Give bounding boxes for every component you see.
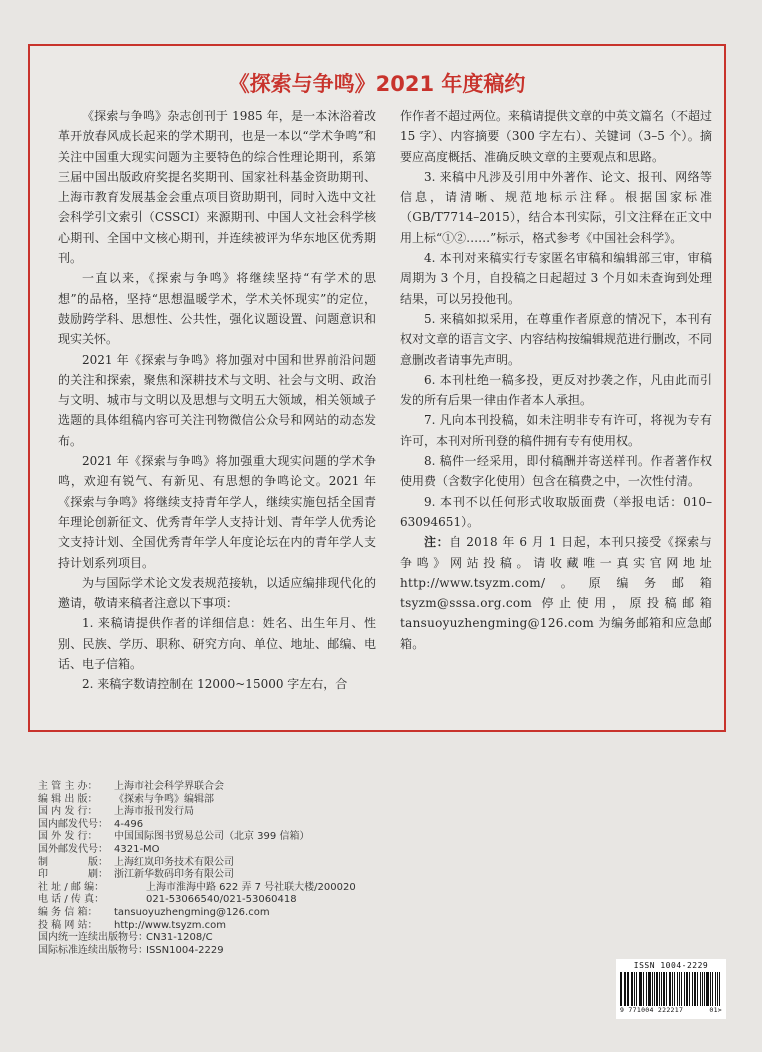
- barcode-bar: [654, 972, 655, 1006]
- info-row: [38, 920, 356, 933]
- barcode-bar: [669, 972, 671, 1006]
- barcode-bar: [692, 972, 693, 1006]
- info-row: [38, 857, 356, 870]
- info-row: [38, 831, 356, 844]
- info-label: 主 管 主 办：: [38, 781, 98, 792]
- info-row: [38, 819, 356, 832]
- call-for-papers-box: [28, 44, 726, 732]
- barcode-bar: [706, 972, 708, 1006]
- barcode-bar: [674, 972, 675, 1006]
- barcode-bar: [686, 972, 688, 1006]
- barcode-bar: [627, 972, 629, 1006]
- barcode-bar: [661, 972, 662, 1006]
- barcode-bar: [710, 972, 711, 1006]
- barcode-bar: [679, 972, 680, 1006]
- barcode-bar: [652, 972, 653, 1006]
- notice-paragraph: [400, 532, 712, 654]
- paragraph: 为与国际学术论文发表规范接轨，以适应编排现代化的邀请，敬请来稿者注意以下事项：: [58, 575, 376, 611]
- info-label: 国 外 发 行：: [38, 831, 98, 843]
- barcode-number: [620, 1006, 722, 1014]
- info-value: 上海市报刊发行局: [114, 806, 194, 818]
- paragraph: 4. 本刊对来稿实行专家匿名审稿和编辑部三审，审稿周期为 3 个月，自投稿之日起超过 3 个月如未查询到处理结果，可以另投他刊。: [400, 251, 712, 306]
- info-value: 021-53066540/021-53060418: [146, 894, 297, 906]
- barcode-bar: [663, 972, 665, 1006]
- paragraph: 作作者不超过两位。来稿请提供文章的中英文篇名（不超过 15 字）、内容摘要（300 字左右）、关键词（3–5 个）。摘要应高度概括、准确反映文章的主要观点和思路。: [400, 109, 713, 164]
- info-value: 上海市社会科学界联合会: [114, 781, 224, 792]
- info-value: http://www.tsyzm.com: [114, 919, 227, 931]
- info-row: [38, 794, 356, 807]
- paragraph: 9. 本刊不以任何形式收取版面费（举报电话：010–63094651）。: [400, 494, 712, 529]
- notice-text: 自 2018 年 6 月 1 日起，本刊只接受《探索与争鸣》网站投稿。请收藏唯一真实官网地址 http://www.tsyzm.com/。原编务邮箱 tsyzm@sssa.org.com 停止使用，原投稿邮箱 tansuoyuzhengming@126.com 为编务邮箱和应急邮箱。: [400, 535, 712, 651]
- barcode-bar: [640, 972, 642, 1006]
- paragraph: 2021 年《探索与争鸣》将加强重大现实问题的学术争鸣，欢迎有锐气、有新见、有思想的争鸣论文。2021 年《探索与争鸣》将继续支持青年学人，继续实施包括全国青年理论创新征文、优秀青年学人支持计划、青年学人优秀论文支持计划、全国优秀青年学人年度论坛在内的青年学人支持计划系列项目。: [58, 454, 376, 570]
- info-row: [38, 894, 356, 907]
- right-column: [400, 106, 712, 654]
- info-label: 印 刷：: [38, 869, 108, 881]
- info-label: 编 务 信 箱：: [38, 906, 98, 918]
- barcode-bar: [694, 972, 696, 1006]
- barcode-bar: [697, 972, 699, 1006]
- barcode-bar: [715, 972, 716, 1006]
- barcode-bar: [712, 972, 714, 1006]
- barcode-bar: [704, 972, 705, 1006]
- barcode-bars: [620, 972, 722, 1006]
- issn-barcode: [616, 959, 726, 1019]
- barcode-bar: [659, 972, 660, 1006]
- info-value: 《探索与争鸣》编辑部: [114, 793, 214, 805]
- paragraph: 2. 来稿字数请控制在 12000~15000 字左右，合: [82, 677, 348, 692]
- info-value: 上海红岚印务技术有限公司: [114, 856, 234, 868]
- barcode-bar: [639, 972, 640, 1006]
- paragraph: 《探索与争鸣》杂志创刊于 1985 年，是一本沐浴着改革开放春风成长起来的学术期刊，也是一本以“学术争鸣”和关注中国重大现实问题为主要特色的综合性理论期刊，系第三届中国出版政府奖提名奖期刊、国家社科基金资助期刊、上海市教育发展基金会重点项目资助期刊，同时入选中文社会科学引文索引（CSSCI）来源期刊、中国人文社会科学核心期刊、全国中文核心期刊，并连续被评为华东地区优秀期刊。: [58, 109, 376, 266]
- info-value: 上海市淮海中路 622 弄 7 号社联大楼/200020: [146, 881, 356, 893]
- barcode-bar: [636, 972, 637, 1006]
- info-row: [38, 844, 356, 857]
- info-label: 编 辑 出 版：: [38, 793, 98, 805]
- barcode-issue: 01>: [709, 1006, 722, 1014]
- paragraph: 1. 来稿请提供作者的详细信息：姓名、出生年月、性别、民族、学历、职称、研究方向、单位、地址、邮编、电话、电子信箱。: [58, 616, 376, 672]
- info-value: ISSN1004-2229: [146, 944, 224, 956]
- barcode-bar: [666, 972, 667, 1006]
- barcode-issn: ISSN 1004-2229: [633, 961, 709, 970]
- info-value: 中国国际图书贸易总公司（北京 399 信箱）: [114, 831, 310, 843]
- info-value: 4321-MO: [114, 843, 160, 855]
- left-column: [58, 106, 376, 695]
- barcode-bar: [624, 972, 625, 1006]
- publication-info: [38, 781, 356, 957]
- info-row: [38, 932, 356, 945]
- info-row: [38, 945, 356, 958]
- info-value: 浙江新华数码印务有限公司: [114, 869, 234, 881]
- barcode-digits: 9 771004 222217: [620, 1006, 684, 1014]
- barcode-bar: [681, 972, 683, 1006]
- barcode-bar: [677, 972, 678, 1006]
- paragraph: 2021 年《探索与争鸣》将加强对中国和世界前沿问题的关注和探索，聚焦和深耕技术与文明、社会与文明、政治与文明、城市与文明以及思想与文明五大领域，相关领域子选题的具体组稿内容可关注刊物微信公众号和网站的动态发布。: [58, 352, 376, 448]
- info-value: tansuoyuzhengming@126.com: [114, 906, 270, 918]
- notice-label: 注：: [424, 535, 450, 550]
- info-value: CN31-1208/C: [146, 932, 213, 944]
- info-label: 国外邮发代号：: [38, 843, 108, 855]
- paragraph: 8. 稿件一经采用，即付稿酬并寄送样刊。作者著作权使用费（含数字化使用）包含在稿费之中，一次性付清。: [400, 454, 712, 489]
- info-row: [38, 869, 356, 882]
- paragraph: 6. 本刊杜绝一稿多投，更反对抄袭之作，凡由此而引发的所有后果一律由作者本人承担。: [400, 372, 712, 408]
- info-row: [38, 806, 356, 819]
- barcode-bar: [719, 972, 721, 1006]
- info-label: 投 稿 网 站：: [38, 919, 98, 931]
- page-title: 《探索与争鸣》2021 年度稿约: [228, 72, 526, 96]
- barcode-bar: [689, 972, 690, 1006]
- barcode-bar: [634, 972, 635, 1006]
- barcode-bar: [631, 972, 633, 1006]
- info-label: 制 版：: [38, 856, 108, 868]
- barcode-bar: [648, 972, 650, 1006]
- paragraph: 一直以来，《探索与争鸣》将继续坚持“有学术的思想”的品格，坚持“思想温暖学术，学术关怀现实”的定位，鼓励跨学科、思想性、公共性，强化议题设置、问题意识和现实关怀。: [58, 271, 376, 347]
- info-label: 国际标准连续出版物号：: [38, 944, 148, 956]
- paragraph: 3. 来稿中凡涉及引用中外著作、论文、报刊、网络等信息，请清晰、规范地标示注释。根据国家标准（GB/T7714–2015），结合本刊实际，引文注释在正文中用上标“①②……”标示，格式参考《中国社会科学》。: [400, 169, 712, 245]
- info-label: 国内统一连续出版物号：: [38, 932, 148, 944]
- barcode-bar: [620, 972, 622, 1006]
- barcode-bar: [646, 972, 647, 1006]
- info-row: [38, 907, 356, 920]
- info-label: 国内邮发代号：: [38, 818, 108, 830]
- barcode-bar: [702, 972, 703, 1006]
- info-label: 电 话 / 传 真：: [38, 894, 105, 906]
- paragraph: 5. 来稿如拟采用，在尊重作者原意的情况下，本刊有权对文章的语言文字、内容结构按编辑规范进行删改，不同意删改者请事先声明。: [400, 311, 713, 367]
- paragraph: 7. 凡向本刊投稿，如未注明非专有许可，将视为专有许可，本刊对所刊登的稿件拥有专有使用权。: [400, 413, 712, 448]
- info-row: [38, 781, 356, 794]
- info-label: 国 内 发 行：: [38, 806, 98, 818]
- barcode-bar: [700, 972, 701, 1006]
- info-value: 4-496: [114, 818, 144, 830]
- barcode-bar: [684, 972, 685, 1006]
- info-label: 社 址 / 邮 编：: [38, 881, 105, 893]
- barcode-bar: [643, 972, 645, 1006]
- barcode-bar: [625, 972, 626, 1006]
- info-row: [38, 882, 356, 895]
- barcode-bar: [672, 972, 674, 1006]
- barcode-bar: [656, 972, 658, 1006]
- barcode-bar: [717, 972, 718, 1006]
